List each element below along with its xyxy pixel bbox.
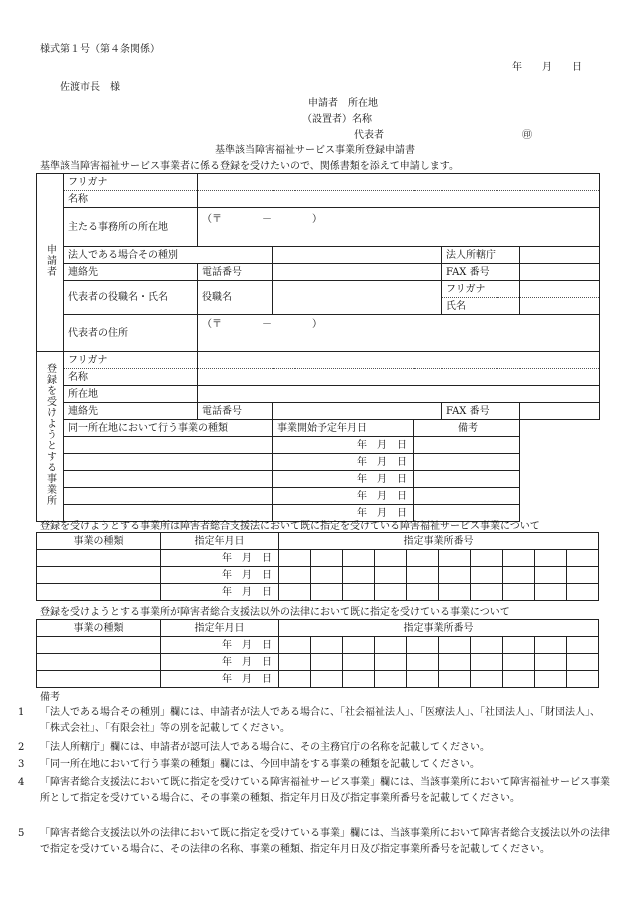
title-field[interactable] (273, 281, 442, 315)
rep-address-postal: （〒 － ） (202, 319, 322, 330)
rep-title-name-label: 代表者の役職名・氏名 (64, 281, 198, 315)
welfare-type-field[interactable] (37, 584, 161, 601)
note-text: 「障害者総合支援法以外の法律において既に指定を受けている事業」欄には、当該事業所において障害者総合支援法以外の法律で指定を受けている場合に、その法律の名称、事業の種類、指定年月日及び指定事業所番号を記載してください。 (40, 828, 610, 855)
office-name-field[interactable] (198, 369, 600, 386)
number-digit-cell[interactable] (407, 584, 439, 601)
number-digit-cell[interactable] (567, 567, 599, 584)
application-table (36, 173, 600, 522)
office-phone-label: 電話番号 (198, 403, 273, 420)
number-digit-cell[interactable] (471, 550, 503, 567)
number-digit-cell[interactable] (503, 654, 535, 671)
office-start-date[interactable]: 年 月 日 (273, 437, 414, 454)
number-digit-cell[interactable] (279, 654, 311, 671)
main-office-label: 主たる事務所の所在地 (64, 208, 198, 247)
other-type-field[interactable] (37, 637, 161, 654)
corp-authority-label: 法人所轄庁 (442, 247, 520, 264)
note-item (18, 705, 610, 736)
other-date-field[interactable]: 年 月 日 (161, 637, 279, 654)
note-text: 「法人である場合その種別」欄には、申請者が法人である場合に、「社会福祉法人」、「医療法人」、「社団法人」、「財団法人」、「株式会社」、「有限会社」等の別を記載してください。 (40, 707, 600, 734)
number-digit-cell[interactable] (343, 550, 375, 567)
number-digit-cell[interactable] (471, 584, 503, 601)
main-office-field[interactable] (198, 208, 600, 247)
welfare-type-field[interactable] (37, 550, 161, 567)
number-digit-cell[interactable] (439, 567, 471, 584)
number-digit-cell[interactable] (503, 550, 535, 567)
number-digit-cell[interactable] (375, 637, 407, 654)
office-furigana-field[interactable] (198, 352, 600, 369)
number-digit-cell[interactable] (471, 654, 503, 671)
corp-type-label: 法人である場合その種別 (64, 247, 273, 264)
number-digit-cell[interactable] (407, 637, 439, 654)
office-fax-field[interactable] (520, 403, 600, 420)
corp-authority-field[interactable] (520, 247, 600, 264)
office-service-field[interactable] (64, 488, 273, 505)
rep-address-field[interactable] (198, 315, 600, 352)
office-service-field[interactable] (64, 471, 273, 488)
welfare-number-col-header: 指定事業所番号 (279, 533, 599, 550)
other-date-col-header: 指定年月日 (161, 620, 279, 637)
office-start-date[interactable]: 年 月 日 (273, 471, 414, 488)
rep-furigana-field[interactable] (520, 281, 600, 298)
number-digit-cell[interactable] (343, 584, 375, 601)
number-digit-cell[interactable] (567, 671, 599, 688)
number-digit-cell[interactable] (279, 671, 311, 688)
notes-heading: 備考 (40, 692, 60, 703)
intro-text: 基準該当障害福祉サービス事業者に係る登録を受けたいので、関係書類を添えて申請します。 (40, 161, 459, 172)
rep-name-field[interactable] (520, 298, 600, 315)
rep-address-label: 代表者の住所 (64, 315, 198, 352)
number-digit-cell[interactable] (311, 584, 343, 601)
office-phone-field[interactable] (273, 403, 442, 420)
number-digit-cell[interactable] (279, 584, 311, 601)
number-digit-cell[interactable] (311, 637, 343, 654)
number-digit-cell[interactable] (503, 584, 535, 601)
note-item (18, 757, 610, 773)
title-label: 役職名 (198, 281, 273, 315)
office-service-field[interactable] (64, 437, 273, 454)
number-digit-cell[interactable] (535, 584, 567, 601)
number-digit-cell[interactable] (471, 567, 503, 584)
other-type-field[interactable] (37, 654, 161, 671)
applicant-name-label-cell: 名称 (64, 191, 198, 208)
office-service-col-header: 同一所在地において行う事業の種類 (64, 420, 273, 437)
applicant-furigana-field[interactable] (198, 174, 600, 191)
office-name-label: 名称 (64, 369, 198, 386)
other-law-designation-table (36, 619, 599, 688)
number-digit-cell[interactable] (439, 584, 471, 601)
number-digit-cell[interactable] (407, 671, 439, 688)
office-remarks-field[interactable] (414, 488, 520, 505)
seal-mark: ㊞ (522, 130, 532, 141)
applicant-section-label: 申請者 (37, 174, 64, 352)
note-item (18, 826, 610, 857)
note-number: 3 (18, 759, 25, 770)
office-start-date[interactable]: 年 月 日 (273, 505, 414, 522)
office-remarks-field[interactable] (414, 437, 520, 454)
office-service-field[interactable] (64, 454, 273, 471)
office-furigana-label: フリガナ (64, 352, 198, 369)
office-section-label: 登録を受けようとする事業所 (37, 352, 64, 522)
applicant-name-field[interactable] (198, 191, 600, 208)
number-digit-cell[interactable] (375, 671, 407, 688)
number-digit-cell[interactable] (567, 550, 599, 567)
office-remarks-col-header: 備考 (414, 420, 520, 437)
applicant-name-label: （設置者）名称 (302, 114, 372, 125)
page-title: 基準該当障害福祉サービス事業所登録申請書 (215, 145, 415, 156)
welfare-type-col-header: 事業の種類 (37, 533, 161, 550)
addressee: 佐渡市長 様 (60, 82, 120, 93)
number-digit-cell[interactable] (311, 671, 343, 688)
number-digit-cell[interactable] (343, 654, 375, 671)
number-digit-cell[interactable] (279, 637, 311, 654)
note-number: 5 (18, 828, 25, 839)
note-text: 「障害者総合支援法において既に指定を受けている障害福祉サービス事業」欄には、当該事業所において障害福祉サービス事業所として指定を受けている場合に、その事業の種類、指定年月日及び指定事業所番号を記載してください。 (40, 777, 610, 804)
number-digit-cell[interactable] (535, 567, 567, 584)
corp-type-field[interactable] (273, 247, 442, 264)
number-digit-cell[interactable] (343, 637, 375, 654)
applicant-phone-label: 電話番号 (198, 264, 273, 281)
number-digit-cell[interactable] (407, 654, 439, 671)
office-location-label: 所在地 (64, 386, 198, 403)
number-digit-cell[interactable] (311, 550, 343, 567)
other-type-field[interactable] (37, 671, 161, 688)
number-digit-cell[interactable] (375, 584, 407, 601)
other-number-col-header: 指定事業所番号 (279, 620, 599, 637)
number-digit-cell[interactable] (311, 654, 343, 671)
main-office-postal: （〒 － ） (202, 214, 322, 225)
office-remarks-field[interactable] (414, 454, 520, 471)
applicant-contact-label: 連絡先 (64, 264, 198, 281)
office-start-date[interactable]: 年 月 日 (273, 488, 414, 505)
number-digit-cell[interactable] (503, 671, 535, 688)
number-digit-cell[interactable] (407, 567, 439, 584)
number-digit-cell[interactable] (471, 637, 503, 654)
number-digit-cell[interactable] (343, 671, 375, 688)
date-line: 年 月 日 (512, 62, 582, 73)
number-digit-cell[interactable] (567, 584, 599, 601)
number-digit-cell[interactable] (439, 637, 471, 654)
office-fax-label: FAX 番号 (442, 403, 520, 420)
rep-furigana-label: フリガナ (442, 281, 520, 298)
number-digit-cell[interactable] (279, 550, 311, 567)
note-text: 「法人所轄庁」欄には、申請者が認可法人である場合に、その主務官庁の名称を記載してください。 (40, 742, 490, 753)
office-start-col-header: 事業開始予定年月日 (273, 420, 414, 437)
note-number: 2 (18, 742, 25, 753)
number-digit-cell[interactable] (375, 654, 407, 671)
note-item (18, 775, 610, 806)
other-type-col-header: 事業の種類 (37, 620, 161, 637)
number-digit-cell[interactable] (375, 550, 407, 567)
applicant-fax-label: FAX 番号 (442, 264, 520, 281)
welfare-type-field[interactable] (37, 567, 161, 584)
office-start-date[interactable]: 年 月 日 (273, 454, 414, 471)
other-date-field[interactable]: 年 月 日 (161, 654, 279, 671)
office-location-field[interactable] (198, 386, 600, 403)
number-digit-cell[interactable] (343, 567, 375, 584)
number-digit-cell[interactable] (503, 637, 535, 654)
applicant-phone-field[interactable] (273, 264, 442, 281)
number-digit-cell[interactable] (535, 654, 567, 671)
office-remarks-field[interactable] (414, 471, 520, 488)
welfare-date-field[interactable]: 年 月 日 (161, 567, 279, 584)
number-digit-cell[interactable] (407, 550, 439, 567)
other-law-section-heading: 登録を受けようとする事業所が障害者総合支援法以外の法律において既に指定を受けている事業について (40, 607, 510, 618)
number-digit-cell[interactable] (567, 637, 599, 654)
form-number: 様式第１号（第４条関係） (40, 44, 160, 55)
welfare-date-field[interactable]: 年 月 日 (161, 584, 279, 601)
number-digit-cell[interactable] (471, 671, 503, 688)
welfare-designation-table (36, 532, 599, 601)
note-number: 1 (18, 707, 25, 718)
number-digit-cell[interactable] (279, 567, 311, 584)
number-digit-cell[interactable] (535, 637, 567, 654)
number-digit-cell[interactable] (503, 567, 535, 584)
note-item (18, 740, 610, 756)
number-digit-cell[interactable] (439, 671, 471, 688)
rep-name-label: 氏名 (442, 298, 520, 315)
office-contact-label: 連絡先 (64, 403, 198, 420)
representative-label: 代表者 (354, 130, 384, 141)
number-digit-cell[interactable] (439, 550, 471, 567)
welfare-section-heading: 登録を受けようとする事業所は障害者総合支援法において既に指定を受けている障害福祉サービス事業について (40, 521, 540, 532)
note-number: 4 (18, 777, 25, 788)
number-digit-cell[interactable] (311, 567, 343, 584)
number-digit-cell[interactable] (567, 654, 599, 671)
number-digit-cell[interactable] (535, 671, 567, 688)
welfare-date-col-header: 指定年月日 (161, 533, 279, 550)
applicant-address-label: 申請者 所在地 (308, 98, 378, 109)
number-digit-cell[interactable] (535, 550, 567, 567)
note-text: 「同一所在地において行う事業の種類」欄には、今回申請をする事業の種類を記載してください。 (40, 759, 480, 770)
applicant-furigana-label: フリガナ (64, 174, 198, 191)
number-digit-cell[interactable] (375, 567, 407, 584)
welfare-date-field[interactable]: 年 月 日 (161, 550, 279, 567)
other-date-field[interactable]: 年 月 日 (161, 671, 279, 688)
number-digit-cell[interactable] (439, 654, 471, 671)
applicant-fax-field[interactable] (520, 264, 600, 281)
